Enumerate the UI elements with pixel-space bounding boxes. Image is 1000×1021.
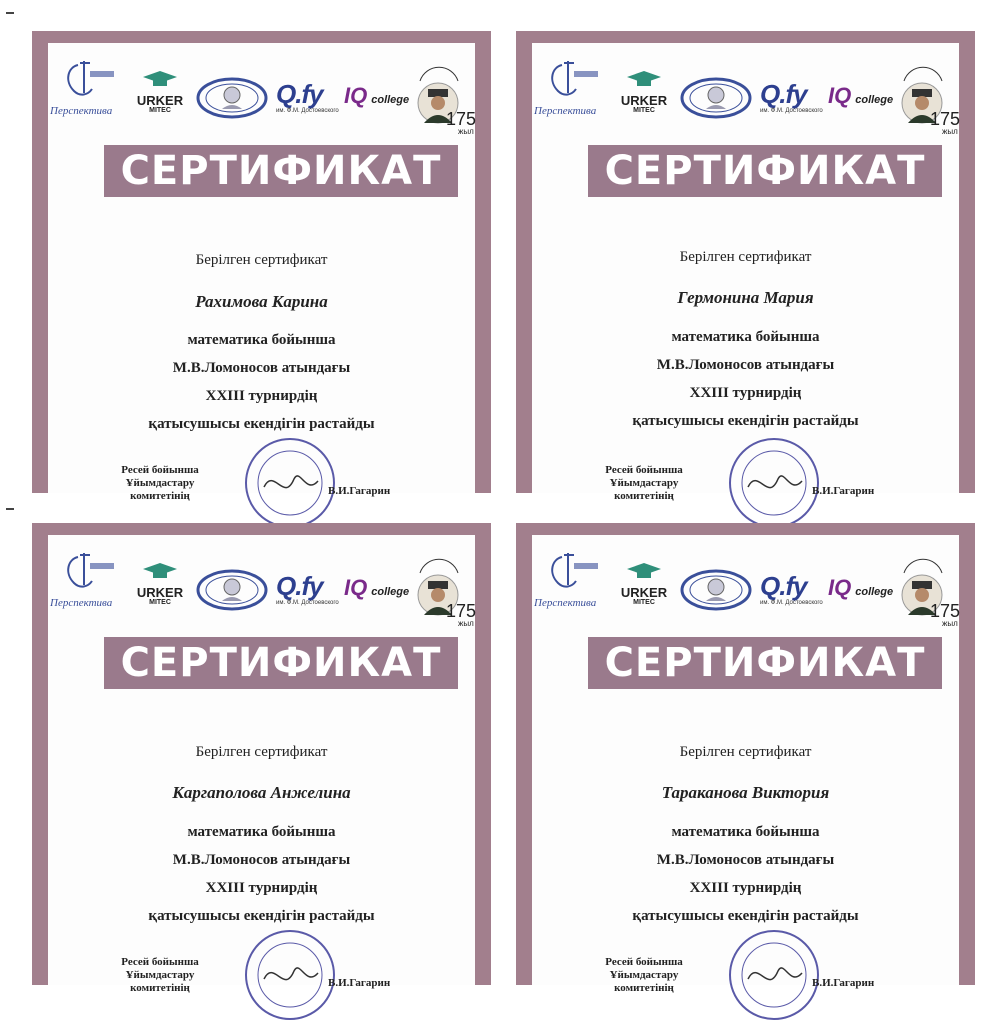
official-stamp-icon xyxy=(728,929,820,1021)
subject-line: математика бойынша xyxy=(187,332,336,348)
confirmation-line: қатысушысы екендігін растайды xyxy=(632,413,859,429)
organizer-title-line2: Ұйымдастару комитетінің xyxy=(125,969,195,994)
graduation-cap-icon xyxy=(143,563,177,579)
iq-college-logo xyxy=(344,83,414,113)
official-stamp-icon xyxy=(728,437,820,529)
perspektiva-logo-icon xyxy=(50,549,122,609)
organizer-title-line1: Ресей бойынша xyxy=(605,464,683,476)
university-monogram-icon: Q.fy xyxy=(276,79,323,109)
urker-logo-text: URKER xyxy=(136,585,184,600)
college-logo-text: college xyxy=(371,586,410,598)
anniversary-word: жыл xyxy=(942,619,958,628)
certificate-card-3 xyxy=(32,523,491,994)
certificate-given-line: Берілген сертификат xyxy=(679,249,812,265)
university-logo-caption: им. Ф.М. Достоевского xyxy=(276,108,339,114)
college-logo-text: college xyxy=(855,94,894,106)
organizer-title xyxy=(584,956,704,995)
organizer-title-line1: Ресей бойынша xyxy=(121,464,199,476)
tournament-line: М.В.Ломоносов атындағы xyxy=(172,360,351,376)
graduation-cap-icon xyxy=(627,563,661,579)
anniversary-number: 175 xyxy=(930,109,961,129)
mitec-logo-text: MITEC xyxy=(633,599,655,606)
certificate-body xyxy=(48,535,477,994)
college-logo-text: college xyxy=(855,586,894,598)
dostoevsky-university-logo xyxy=(760,573,824,613)
perspektiva-logo-icon xyxy=(534,57,606,117)
perspektiva-logo-icon xyxy=(534,549,606,609)
official-stamp-icon xyxy=(244,437,336,529)
anniversary-number: 175 xyxy=(446,601,477,621)
organizer-title-line1: Ресей бойынша xyxy=(121,956,199,968)
dostoevsky-university-logo xyxy=(760,81,824,121)
organizer-title-line2: Ұйымдастару комитетінің xyxy=(609,477,679,502)
iq-college-logo xyxy=(828,83,898,113)
recipient-name: Гермонина Мария xyxy=(677,288,814,307)
urker-logo xyxy=(132,563,188,609)
graduation-cap-icon xyxy=(627,71,661,87)
urker-logo xyxy=(616,563,672,609)
confirmation-line: қатысушысы екендігін растайды xyxy=(632,908,859,924)
graduation-cap-icon xyxy=(143,71,177,87)
certificate-title: СЕРТИФИКАТ xyxy=(588,145,942,197)
subject-line: математика бойынша xyxy=(671,824,820,840)
urker-logo-text: URKER xyxy=(136,93,184,108)
anniversary-number: 175 xyxy=(930,601,961,621)
logo-strip xyxy=(534,549,961,628)
perspektiva-logo-text: Перспектива xyxy=(534,597,597,609)
urker-logo xyxy=(616,71,672,117)
signer-name: В.И.Гагарин xyxy=(328,485,391,497)
university-logo-caption: им. Ф.М. Достоевского xyxy=(760,600,823,606)
university-logo-caption: им. Ф.М. Достоевского xyxy=(760,108,823,114)
organizer-title-line1: Ресей бойынша xyxy=(605,956,683,968)
perspektiva-logo-text: Перспектива xyxy=(534,105,597,117)
certificate-given-line: Берілген сертификат xyxy=(195,252,328,268)
scan-mark-top xyxy=(6,12,14,14)
certificate-title: СЕРТИФИКАТ xyxy=(588,637,942,689)
lomonosov-logo-icon xyxy=(196,77,268,119)
perspektiva-logo-text: Перспектива xyxy=(50,105,113,117)
organizer-title-line2: Ұйымдастару комитетінің xyxy=(125,477,195,502)
logo-strip xyxy=(534,57,961,136)
tournament-line: М.В.Ломоносов атындағы xyxy=(172,852,351,868)
iq-college-logo xyxy=(344,575,414,605)
edition-line: XXIII турнирдің xyxy=(205,880,318,896)
certificate-title: СЕРТИФИКАТ xyxy=(104,145,458,197)
anniversary-number: 175 xyxy=(446,109,477,129)
tournament-line: М.В.Ломоносов атындағы xyxy=(656,357,835,373)
logo-strip xyxy=(50,57,477,136)
iq-college-logo xyxy=(828,575,898,605)
official-stamp-icon xyxy=(244,929,336,1021)
logo-strip xyxy=(50,549,477,628)
scan-mark-middle xyxy=(6,508,14,510)
organizer-title xyxy=(100,956,220,995)
confirmation-line: қатысушысы екендігін растайды xyxy=(148,908,375,924)
iq-logo-text: IQ xyxy=(828,83,852,108)
certificate-body xyxy=(48,43,477,502)
lomonosov-logo-icon xyxy=(680,569,752,611)
lomonosov-logo-icon xyxy=(680,77,752,119)
iq-logo-text: IQ xyxy=(344,83,368,108)
college-logo-text: college xyxy=(371,94,410,106)
certificate-card-2 xyxy=(516,31,975,502)
lomonosov-logo-icon xyxy=(196,569,268,611)
anniversary-word: жыл xyxy=(942,127,958,136)
university-monogram-icon: Q.fy xyxy=(276,571,323,601)
confirmation-line: қатысушысы екендігін растайды xyxy=(148,416,375,432)
urker-logo-text: URKER xyxy=(620,93,668,108)
organizer-title-line2: Ұйымдастару комитетінің xyxy=(609,969,679,994)
organizer-title xyxy=(584,464,704,503)
anniversary-word: жыл xyxy=(458,127,474,136)
organizer-title xyxy=(100,464,220,503)
edition-line: XXIII турнирдің xyxy=(205,388,318,404)
certificate-card-4 xyxy=(516,523,975,994)
recipient-name: Тараканова Виктория xyxy=(661,783,830,802)
university-logo-caption: им. Ф.М. Достоевского xyxy=(276,600,339,606)
university-monogram-icon: Q.fy xyxy=(760,79,807,109)
iq-logo-text: IQ xyxy=(344,575,368,600)
university-monogram-icon: Q.fy xyxy=(760,571,807,601)
certificate-body xyxy=(532,535,961,994)
certificate-body xyxy=(532,43,961,502)
subject-line: математика бойынша xyxy=(671,329,820,345)
signer-name: В.И.Гагарин xyxy=(328,977,391,989)
recipient-name: Каргаполова Анжелина xyxy=(172,783,351,802)
anniversary-word: жыл xyxy=(458,619,474,628)
perspektiva-logo-text: Перспектива xyxy=(50,597,113,609)
iq-logo-text: IQ xyxy=(828,575,852,600)
mitec-logo-text: MITEC xyxy=(633,107,655,114)
recipient-name: Рахимова Карина xyxy=(195,292,328,311)
subject-line: математика бойынша xyxy=(187,824,336,840)
certificate-card-1 xyxy=(32,31,491,502)
tournament-line: М.В.Ломоносов атындағы xyxy=(656,852,835,868)
perspektiva-logo-icon xyxy=(50,57,122,117)
urker-logo xyxy=(132,71,188,117)
dostoevsky-university-logo xyxy=(276,81,340,121)
urker-logo-text: URKER xyxy=(620,585,668,600)
certificate-given-line: Берілген сертификат xyxy=(195,744,328,760)
signer-name: В.И.Гагарин xyxy=(812,485,875,497)
certificate-title: СЕРТИФИКАТ xyxy=(104,637,458,689)
dostoevsky-university-logo xyxy=(276,573,340,613)
edition-line: XXIII турнирдің xyxy=(689,385,802,401)
mitec-logo-text: MITEC xyxy=(149,599,171,606)
edition-line: XXIII турнирдің xyxy=(689,880,802,896)
signer-name: В.И.Гагарин xyxy=(812,977,875,989)
certificate-given-line: Берілген сертификат xyxy=(679,744,812,760)
mitec-logo-text: MITEC xyxy=(149,107,171,114)
